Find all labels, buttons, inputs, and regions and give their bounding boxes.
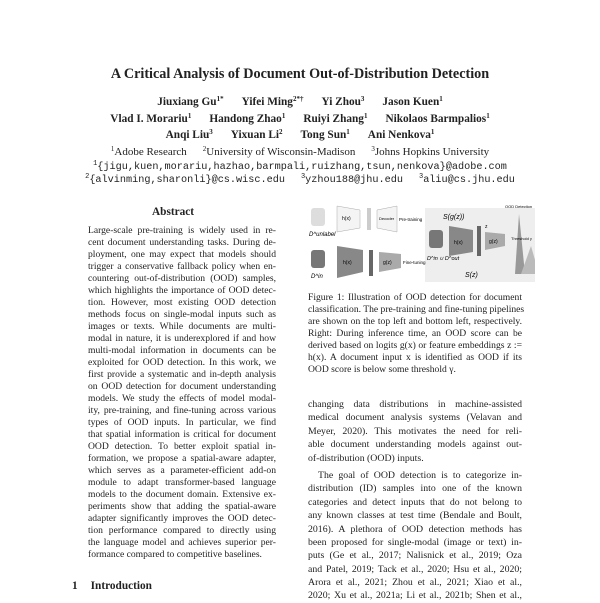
- author-name: Ani Nenkova: [367, 129, 431, 141]
- text-line: Arora et al., 2021; Zhou et al., 2021; Xiao et al.,: [308, 577, 522, 589]
- text-line: Large-scale pre-training is widely used in re-: [88, 225, 276, 236]
- text-line: been proposed for single-modal (image or text) in-: [308, 536, 522, 548]
- id-db-icon: [311, 250, 325, 268]
- author-name: Vlad I. Morariu: [110, 112, 188, 125]
- author-name: Handong Zhao: [209, 112, 282, 125]
- text-line: periments show that adding the spatial-aware: [88, 501, 276, 512]
- text-line: first provide a systematic and in-depth analysis: [88, 369, 276, 380]
- z-label: z: [485, 224, 488, 230]
- author-row: [0, 129, 600, 141]
- text-line: OOD detection. To better exploit spatial in-: [88, 441, 276, 452]
- author-name: Yixuan Li: [230, 129, 280, 141]
- author-row: [0, 113, 600, 125]
- author: [368, 129, 435, 141]
- email: [301, 175, 403, 186]
- unlabeled-db-icon: [311, 208, 325, 226]
- intro-title: Introduction: [90, 580, 152, 592]
- feature-score-label: S(z): [465, 272, 478, 279]
- encoder-label: h(x): [454, 240, 463, 246]
- author-name: Nikolaos Barmpalios: [385, 112, 487, 125]
- text-line: are shown on the top left and bottom left, respectively.: [308, 316, 522, 327]
- head-label: g(z): [383, 260, 392, 266]
- author-row: [0, 96, 600, 108]
- figure-1-diagram: [305, 200, 535, 282]
- text-line: distribution (ID) samples into one of the known: [308, 483, 522, 495]
- text-line: modal in nature, it is underexplored if and how: [88, 333, 276, 344]
- text-line: Figure 1: Illustration of OOD detection for document: [308, 292, 522, 303]
- email-mark: 3: [418, 173, 424, 181]
- text-line: module to adapt transformer-based language: [88, 477, 276, 488]
- author-affiliation-mark: 2*†: [292, 95, 304, 103]
- author-name: Yifei Ming: [241, 96, 293, 108]
- finetune-z: [369, 250, 373, 276]
- text-line: OOD score is below some threshold γ.: [308, 364, 456, 375]
- author: [231, 129, 283, 141]
- text-line: tion performance compared to directly using: [88, 525, 276, 536]
- figure-caption: [308, 292, 525, 376]
- author: [321, 96, 364, 108]
- text-line: changing data distributions in machine-assisted: [308, 399, 522, 410]
- affiliation-mark: 2: [202, 145, 207, 153]
- text-line: Right: During inference time, an OOD score can be: [308, 328, 522, 339]
- text-line: able document understanding models against out-: [308, 439, 522, 451]
- text-line: classification. The pre-training and fine-tuning pipelines: [308, 304, 525, 315]
- text-line: models. We study the effects of model modal-: [88, 393, 276, 404]
- text-line: ity, pre-training, and fine-tuning across various: [88, 405, 276, 416]
- author-affiliation-mark: 1: [187, 111, 192, 120]
- abstract-text: [88, 225, 276, 561]
- text-line: h(x). A document input x is identified as OOD if its: [308, 352, 522, 363]
- text-line: countering out-of-distribution (OOD) samples,: [88, 273, 276, 284]
- text-line: models to the document domain. Extensive ex-: [88, 489, 276, 500]
- author-affiliation-mark: 1: [430, 128, 435, 136]
- intro-number: 1: [72, 580, 78, 592]
- author: [242, 96, 304, 108]
- author: [209, 113, 285, 125]
- author-name: Jiuxiang Gu: [157, 96, 217, 108]
- mixed-db-icon: [429, 230, 443, 248]
- affiliation: [371, 146, 489, 158]
- email-mark: 3: [300, 173, 306, 181]
- author-affiliation-mark: 1: [439, 95, 443, 103]
- affiliation-mark: 1: [110, 145, 115, 153]
- text-line: tion. However, most existing OOD detection: [88, 297, 276, 308]
- email-text: yzhou188@jhu.edu: [305, 175, 403, 186]
- encoder-label: h(x): [342, 216, 351, 222]
- email: [85, 175, 285, 186]
- paragraph: [308, 469, 522, 603]
- author-affiliation-mark: 1*: [216, 95, 224, 103]
- pretrain-label: Pre-training: [399, 217, 423, 222]
- email-text: {jigu,kuen,morariu,hazhao,barmpali,ruizhang,tsun,nenkova}@adobe.com: [97, 162, 507, 173]
- author-affiliation-mark: 1: [346, 128, 350, 136]
- decoder-label: Decoder: [379, 216, 395, 221]
- text-line: derived based on logits g(x) or feature embeddings z :=: [308, 340, 522, 351]
- email-mark: 2: [85, 173, 90, 181]
- text-line: Meyer, 2020). This motivates the need for reli-: [308, 425, 522, 437]
- text-line: of-distribution (OOD) inputs.: [308, 452, 424, 464]
- author-name: Yi Zhou: [321, 96, 361, 108]
- text-line: adapter significantly improves the OOD detec-: [88, 513, 276, 524]
- author: [166, 129, 213, 141]
- abstract-heading: Abstract: [152, 206, 195, 218]
- text-line: and Patel, 2019; Tack et al., 2020; Hsu et al., 2020;: [308, 563, 522, 575]
- author-affiliation-mark: 1: [363, 111, 368, 120]
- text-line: The goal of OOD detection is to categorize in-: [318, 469, 522, 481]
- email-text: {alvinming,sharonli}@cs.wisc.edu: [89, 175, 285, 186]
- email-mark: 1: [93, 160, 98, 168]
- logit-score-label: S(g(z)): [443, 214, 465, 221]
- affiliations: [0, 146, 600, 158]
- text-line: types of OOD inputs. In particular, we find: [88, 417, 276, 428]
- finetune-label: Fine-tuning: [403, 260, 426, 265]
- author: [301, 129, 350, 141]
- email-text: aliu@cs.jhu.edu: [423, 175, 515, 186]
- mixed-label: D^in ∪ D^out: [427, 256, 460, 262]
- text-line: on OOD detection for document understanding: [88, 381, 276, 392]
- author: [385, 113, 489, 125]
- author-affiliation-mark: 3: [209, 128, 213, 136]
- text-line: formance compared to competitive baselines.: [88, 549, 262, 560]
- text-line: ployment, one may expect that models should: [88, 249, 276, 260]
- encoder-label: h(x): [343, 260, 352, 266]
- text-line: cent document understanding tasks. During de-: [88, 237, 276, 248]
- author-affiliation-mark: 3: [360, 95, 365, 103]
- text-line: images or texts. While documents are multi-: [88, 321, 276, 332]
- author-affiliation-mark: 1: [486, 111, 490, 120]
- inference-z: [477, 226, 481, 256]
- author-name: Tong Sun: [300, 129, 347, 141]
- ood-detection-label: OOD Detection: [505, 204, 533, 209]
- threshold-label: Threshold γ: [511, 236, 532, 241]
- author-name: Jason Kuen: [382, 96, 440, 108]
- text-line: medical document analysis systems (Velavan and: [308, 412, 522, 424]
- affiliation-name: University of Wisconsin-Madison: [206, 146, 356, 158]
- text-line: which highlights the importance of OOD detec-: [88, 285, 276, 296]
- author: [157, 96, 223, 108]
- email-line-1: [0, 162, 600, 173]
- email-line-2: [0, 175, 600, 186]
- affiliation: [111, 146, 187, 158]
- intro-heading: [72, 580, 152, 592]
- text-line: methods focus on single-modal inputs such as: [88, 309, 276, 320]
- author: [382, 96, 442, 108]
- paper-title: A Critical Analysis of Document Out-of-Distribution Detection: [110, 66, 490, 82]
- author-affiliation-mark: 1: [281, 111, 286, 120]
- affiliation: [203, 146, 356, 158]
- text-line: that spatial information is critical for document: [88, 429, 276, 440]
- text-line: which serves as a parameter-efficient add-on: [88, 465, 276, 476]
- text-line: formation, we propose a spatial-aware adapter,: [88, 453, 276, 464]
- text-line: any known classes at test time (Bendale and Boult,: [308, 510, 522, 522]
- head-label: g(z): [489, 239, 498, 245]
- id-label: D^in: [311, 274, 323, 280]
- text-line: the language model and achieves superior per-: [88, 537, 276, 548]
- text-line: categories and detect inputs that do not belong to: [308, 496, 522, 508]
- pretrain-z: [367, 208, 371, 230]
- author-affiliation-mark: 2: [279, 128, 283, 136]
- author: [110, 113, 191, 125]
- text-line: 2020; Xu et al., 2021a; Li et al., 2021b; Shen et al.,: [308, 590, 522, 602]
- text-line: exploited for OOD detection. In this work, we: [88, 357, 276, 368]
- author-name: Anqi Liu: [165, 129, 210, 141]
- affiliation-mark: 3: [371, 145, 375, 153]
- body-text: [308, 398, 522, 603]
- affiliation-name: Adobe Research: [114, 146, 187, 158]
- text-line: puts (Ge et al., 2017; Nalisnick et al., 2019; Oza: [308, 550, 522, 562]
- author-name: Ruiyi Zhang: [303, 112, 364, 125]
- affiliation-name: Johns Hopkins University: [374, 146, 490, 158]
- author: [303, 113, 367, 125]
- text-line: 2016). A plethora of OOD detection methods has: [308, 523, 522, 535]
- text-line: trigger a conservative fallback policy when en-: [88, 261, 276, 272]
- text-line: multi-modal information in documents can be: [88, 345, 276, 356]
- email: [419, 175, 515, 186]
- unlabeled-label: D^unlabel: [309, 232, 336, 238]
